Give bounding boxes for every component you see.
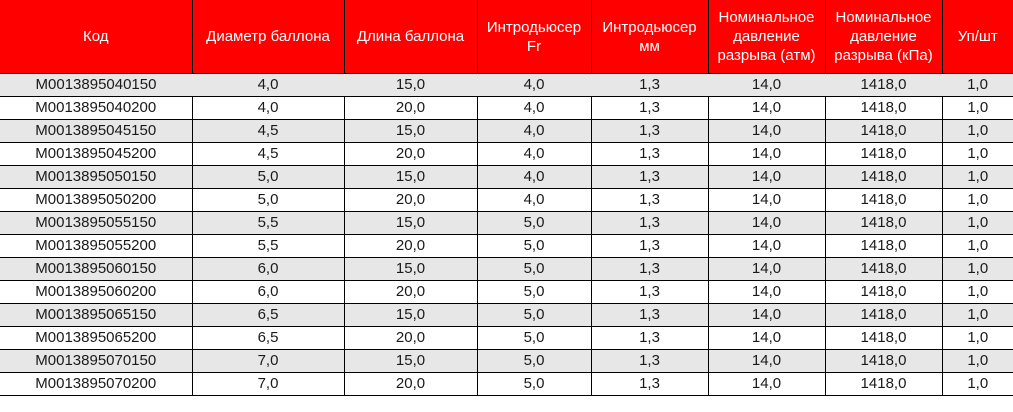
table-cell: 1,0 — [942, 212, 1013, 235]
cell-code: M0013895055200 — [0, 235, 192, 258]
table-cell: 7,0 — [192, 350, 344, 373]
table-row — [0, 350, 1013, 373]
table-cell: 4,0 — [477, 74, 591, 97]
cell-code: M0013895040150 — [0, 74, 192, 97]
table-cell: 1,3 — [591, 120, 708, 143]
table-row — [0, 281, 1013, 304]
table-cell: 5,0 — [477, 327, 591, 350]
table-cell: 14,0 — [708, 97, 825, 120]
table-header — [0, 0, 1013, 74]
table-cell: 1418,0 — [825, 235, 942, 258]
table-row — [0, 327, 1013, 350]
header-row — [0, 0, 1013, 74]
table-cell: 6,0 — [192, 258, 344, 281]
table-cell: 1,0 — [942, 327, 1013, 350]
cell-code: M0013895070200 — [0, 373, 192, 396]
table-cell: 1,3 — [591, 143, 708, 166]
table-cell: 5,0 — [477, 212, 591, 235]
table-cell: 1418,0 — [825, 350, 942, 373]
table-cell: 1,3 — [591, 212, 708, 235]
table-cell: 4,5 — [192, 120, 344, 143]
table-cell: 1,0 — [942, 166, 1013, 189]
table-row — [0, 258, 1013, 281]
table-cell: 6,5 — [192, 304, 344, 327]
table-cell: 1,3 — [591, 304, 708, 327]
table-row — [0, 189, 1013, 212]
table-cell: 15,0 — [344, 304, 477, 327]
table-cell: 6,0 — [192, 281, 344, 304]
table-cell: 14,0 — [708, 143, 825, 166]
table-cell: 14,0 — [708, 120, 825, 143]
table-cell: 1418,0 — [825, 166, 942, 189]
table-cell: 1,0 — [942, 143, 1013, 166]
table-cell: 7,0 — [192, 373, 344, 396]
table-cell: 14,0 — [708, 74, 825, 97]
column-header-pack-qty: Уп/шт — [942, 0, 1013, 74]
table-cell: 15,0 — [344, 166, 477, 189]
cell-code: M0013895050200 — [0, 189, 192, 212]
table-cell: 15,0 — [344, 258, 477, 281]
table-cell: 5,5 — [192, 235, 344, 258]
table-cell: 5,0 — [477, 235, 591, 258]
table-cell: 14,0 — [708, 327, 825, 350]
table-cell: 6,5 — [192, 327, 344, 350]
cell-code: M0013895065200 — [0, 327, 192, 350]
table-row — [0, 120, 1013, 143]
table-cell: 5,0 — [477, 258, 591, 281]
table-cell: 1,0 — [942, 189, 1013, 212]
column-header-introducer-fr: Интродьюсер Fr — [477, 0, 591, 74]
table-cell: 1,3 — [591, 281, 708, 304]
table-cell: 20,0 — [344, 189, 477, 212]
column-header-nominal-burst-pressure-atm: Номинальное давление разрыва (атм) — [708, 0, 825, 74]
table-cell: 14,0 — [708, 304, 825, 327]
table-cell: 20,0 — [344, 143, 477, 166]
table-row — [0, 235, 1013, 258]
table-cell: 14,0 — [708, 235, 825, 258]
table-cell: 1,3 — [591, 189, 708, 212]
table-row — [0, 143, 1013, 166]
table-cell: 1418,0 — [825, 327, 942, 350]
table-cell: 1418,0 — [825, 143, 942, 166]
table-cell: 4,0 — [192, 74, 344, 97]
table-cell: 5,0 — [477, 373, 591, 396]
cell-code: M0013895055150 — [0, 212, 192, 235]
table-cell: 5,0 — [192, 166, 344, 189]
table-row — [0, 212, 1013, 235]
column-header-balloon-diameter: Диаметр баллона — [192, 0, 344, 74]
table-cell: 5,0 — [477, 281, 591, 304]
table-row — [0, 373, 1013, 396]
table-cell: 14,0 — [708, 350, 825, 373]
table-cell: 1418,0 — [825, 258, 942, 281]
cell-code: M0013895045200 — [0, 143, 192, 166]
table-cell: 1,3 — [591, 235, 708, 258]
table-cell: 1418,0 — [825, 373, 942, 396]
table-cell: 14,0 — [708, 373, 825, 396]
table-cell: 1,3 — [591, 74, 708, 97]
table-row — [0, 166, 1013, 189]
cell-code: M0013895050150 — [0, 166, 192, 189]
table-cell: 4,0 — [477, 97, 591, 120]
table-cell: 1,0 — [942, 235, 1013, 258]
table-cell: 5,0 — [477, 350, 591, 373]
table-cell: 1418,0 — [825, 74, 942, 97]
table-cell: 1,3 — [591, 97, 708, 120]
table-cell: 5,0 — [477, 304, 591, 327]
cell-code: M0013895040200 — [0, 97, 192, 120]
table-cell: 4,0 — [192, 97, 344, 120]
table-cell: 1,0 — [942, 120, 1013, 143]
table-cell: 4,0 — [477, 120, 591, 143]
table-cell: 1,0 — [942, 74, 1013, 97]
table-cell: 14,0 — [708, 166, 825, 189]
table-cell: 5,5 — [192, 212, 344, 235]
table-cell: 20,0 — [344, 281, 477, 304]
table-cell: 15,0 — [344, 212, 477, 235]
table-cell: 15,0 — [344, 120, 477, 143]
column-header-code: Код — [0, 0, 192, 74]
table-cell: 1,0 — [942, 281, 1013, 304]
table-cell: 1,3 — [591, 350, 708, 373]
table-cell: 1,0 — [942, 350, 1013, 373]
cell-code: M0013895060150 — [0, 258, 192, 281]
table-cell: 4,0 — [477, 143, 591, 166]
table-cell: 20,0 — [344, 235, 477, 258]
table-cell: 14,0 — [708, 189, 825, 212]
table-body — [0, 74, 1013, 396]
table-cell: 1418,0 — [825, 281, 942, 304]
table-cell: 1418,0 — [825, 212, 942, 235]
table-cell: 1,0 — [942, 97, 1013, 120]
table-cell: 5,0 — [192, 189, 344, 212]
table-cell: 1,3 — [591, 166, 708, 189]
cell-code: M0013895070150 — [0, 350, 192, 373]
table-row — [0, 74, 1013, 97]
table-cell: 20,0 — [344, 327, 477, 350]
table-cell: 14,0 — [708, 258, 825, 281]
table-cell: 1,3 — [591, 258, 708, 281]
table-cell: 4,0 — [477, 166, 591, 189]
table-cell: 1418,0 — [825, 189, 942, 212]
column-header-balloon-length: Длина баллона — [344, 0, 477, 74]
table-cell: 1,0 — [942, 258, 1013, 281]
table-cell: 20,0 — [344, 373, 477, 396]
table-cell: 1418,0 — [825, 120, 942, 143]
table-cell: 15,0 — [344, 350, 477, 373]
table-cell: 1418,0 — [825, 97, 942, 120]
table-cell: 20,0 — [344, 97, 477, 120]
cell-code: M0013895065150 — [0, 304, 192, 327]
table-cell: 1,3 — [591, 327, 708, 350]
table-row — [0, 97, 1013, 120]
table-cell: 14,0 — [708, 212, 825, 235]
table-row — [0, 304, 1013, 327]
table-cell: 14,0 — [708, 281, 825, 304]
table-cell: 15,0 — [344, 74, 477, 97]
column-header-introducer-mm: Интродьюсер мм — [591, 0, 708, 74]
table-cell: 4,0 — [477, 189, 591, 212]
table-cell: 4,5 — [192, 143, 344, 166]
table-cell: 1,0 — [942, 304, 1013, 327]
cell-code: M0013895045150 — [0, 120, 192, 143]
table-cell: 1,3 — [591, 373, 708, 396]
table-cell: 1418,0 — [825, 304, 942, 327]
cell-code: M0013895060200 — [0, 281, 192, 304]
column-header-nominal-burst-pressure-kpa: Номинальное давление разрыва (кПа) — [825, 0, 942, 74]
table-cell: 1,0 — [942, 373, 1013, 396]
